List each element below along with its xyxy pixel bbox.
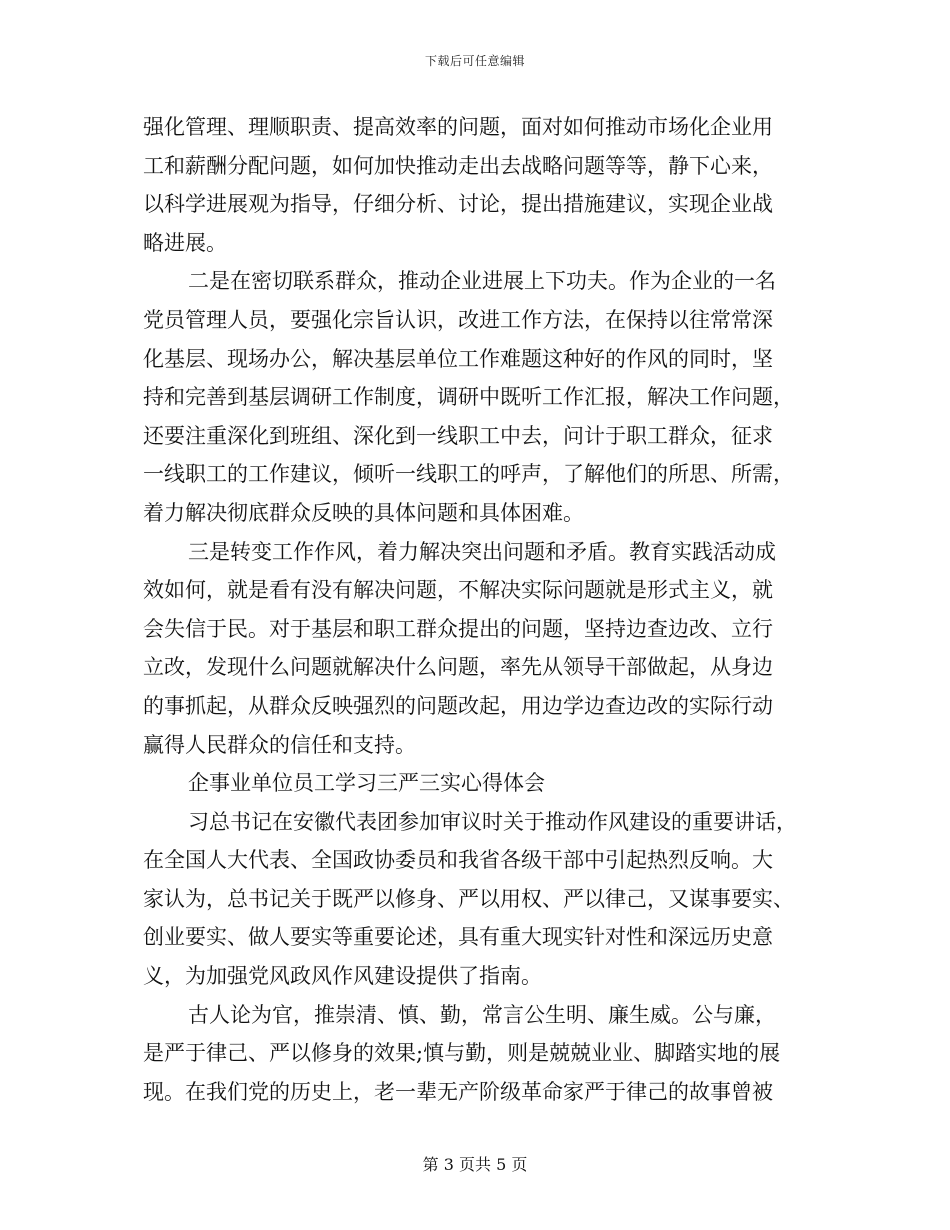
text-line: 义，为加强党风政风作风建设提供了指南。 — [143, 964, 542, 989]
document-body — [143, 108, 808, 1111]
text-line: 一线职工的工作建议，倾听一线职工的呼声，了解他们的所思、所需， — [143, 462, 794, 487]
paragraph-first-line: 二是在密切联系群众，推动企业进展上下功夫。作为企业的一名 — [188, 269, 776, 294]
section-title: 企事业单位员工学习三严三实心得体会 — [188, 771, 545, 796]
text-line: 效如何，就是看有没有解决问题，不解决实际问题就是形式主义，就 — [143, 578, 773, 603]
text-line: 赢得人民群众的信任和支持。 — [143, 732, 416, 757]
paragraph-first-line: 习总书记在安徽代表团参加审议时关于推动作风建设的重要讲话， — [188, 809, 797, 834]
text-line: 创业要实、做人要实等重要论述，具有重大现实针对性和深远历史意 — [143, 925, 773, 950]
text-line: 立改，发现什么问题就解决什么问题，率先从领导干部做起，从身边 — [143, 655, 773, 680]
page-header: 下载后可任意编辑 — [424, 54, 525, 68]
text-line: 是严于律己、严以修身的效果;慎与勤，则是兢兢业业、脚踏实地的展 — [143, 1041, 781, 1066]
text-line: 持和完善到基层调研工作制度，调研中既听工作汇报，解决工作问题， — [143, 385, 794, 410]
text-line: 以科学进展观为指导，仔细分析、讨论，提出措施建议，实现企业战 — [143, 192, 773, 217]
text-line: 还要注重深化到班组、深化到一线职工中去，问计于职工群众，征求 — [143, 423, 773, 448]
paragraph-first-line: 三是转变工作作风，着力解决突出问题和矛盾。教育实践活动成 — [188, 539, 776, 564]
text-line: 略进展。 — [143, 230, 227, 255]
text-line: 化基层、现场办公，解决基层单位工作难题这种好的作风的同时，坚 — [143, 346, 773, 371]
paragraph-first-line: 古人论为官，推崇清、慎、勤，常言公生明、廉生威。公与廉， — [188, 1002, 776, 1027]
text-line: 强化管理、理顺职责、提高效率的问题，面对如何推动市场化企业用 — [143, 115, 773, 139]
text-line: 家认为，总书记关于既严以修身、严以用权、严以律己，又谋事要实、 — [143, 886, 794, 911]
text-line: 党员管理人员，要强化宗旨认识，改进工作方法，在保持以往常常深 — [143, 307, 773, 332]
text-line: 会失信于民。对于基层和职工群众提出的问题，坚持边查边改、立行 — [143, 616, 773, 641]
text-line: 的事抓起，从群众反映强烈的问题改起，用边学边查边改的实际行动 — [143, 693, 773, 718]
text-line: 着力解决彻底群众反映的具体问题和具体困难。 — [143, 500, 584, 525]
page-footer: 第 3 页共 5 页 — [422, 1155, 528, 1174]
text-line: 现。在我们党的历史上，老一辈无产阶级革命家严于律己的故事曾被 — [143, 1079, 773, 1104]
text-line: 工和薪酬分配问题，如何加快推动走出去战略问题等等，静下心来， — [143, 153, 773, 178]
text-line: 在全国人大代表、全国政协委员和我省各级干部中引起热烈反响。大 — [143, 848, 773, 873]
